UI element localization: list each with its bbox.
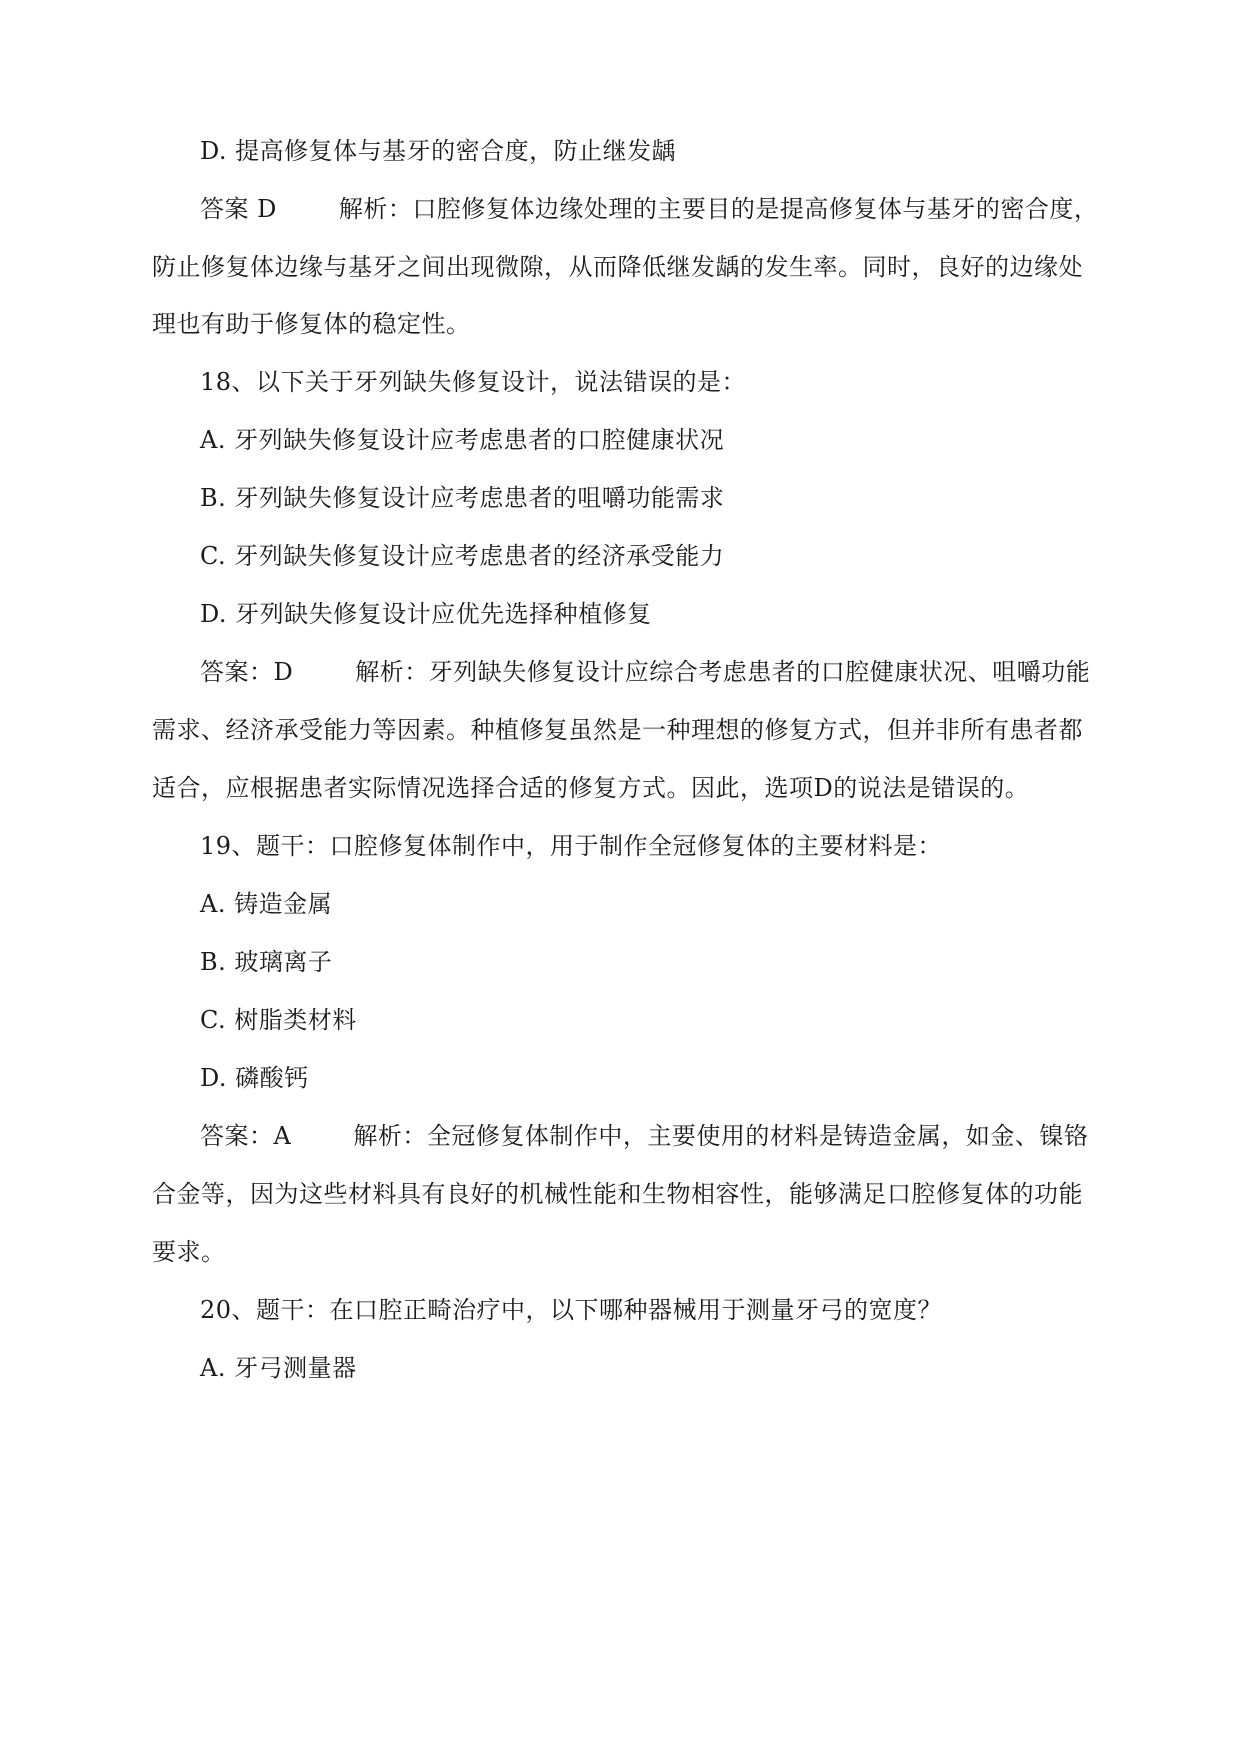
q19-answer-line [200,1121,1088,1151]
q18-option-d: D. 牙列缺失修复设计应优先选择种植修复 [200,600,652,628]
q19-explanation-line-2: 合金等，因为这些材料具有良好的机械性能和生物相容性，能够满足口腔修复体的功能 [152,1180,1083,1208]
q18-stem: 18、以下关于牙列缺失修复设计，说法错误的是： [200,368,747,396]
q19-option-c: C. 树脂类材料 [200,1006,357,1034]
q18-explanation-line-2: 需求、经济承受能力等因素。种植修复虽然是一种理想的修复方式，但并非所有患者都 [152,716,1083,744]
q18-answer-line [200,657,1090,687]
q17-explanation-line-1: 解析：口腔修复体边缘处理的主要目的是提高修复体与基牙的密合度， [338,195,1099,223]
q17-answer-label: 答案 D [200,195,277,223]
q18-option-c: C. 牙列缺失修复设计应考虑患者的经济承受能力 [200,542,725,570]
q19-explanation-line-3: 要求。 [152,1238,226,1266]
q18-option-a: A. 牙列缺失修复设计应考虑患者的口腔健康状况 [200,426,725,454]
q18-explanation-line-1: 解析：牙列缺失修复设计应综合考虑患者的口腔健康状况、咀嚼功能 [355,658,1091,686]
q18-option-b: B. 牙列缺失修复设计应考虑患者的咀嚼功能需求 [200,484,725,512]
q20-option-a: A. 牙弓测量器 [200,1354,357,1382]
q19-option-b: B. 玻璃离子 [200,948,333,976]
q19-stem: 19、题干：口腔修复体制作中，用于制作全冠修复体的主要材料是： [200,832,943,860]
q20-stem: 20、题干：在口腔正畸治疗中，以下哪种器械用于测量牙弓的宽度？ [200,1296,943,1324]
q18-answer-label: 答案：D [200,658,294,686]
q18-explanation-line-3: 适合，应根据患者实际情况选择合适的修复方式。因此，选项D的说法是错误的。 [152,774,1030,802]
q19-option-d: D. 磷酸钙 [200,1064,309,1092]
q17-explanation-line-3: 理也有助于修复体的稳定性。 [152,310,471,338]
q19-explanation-line-1: 解析：全冠修复体制作中，主要使用的材料是铸造金属，如金、镍铬 [353,1122,1089,1150]
q17-explanation-line-2: 防止修复体边缘与基牙之间出现微隙，从而降低继发龋的发生率。同时，良好的边缘处 [152,253,1083,281]
q17-option-d: D. 提高修复体与基牙的密合度，防止继发龋 [200,137,677,165]
q19-option-a: A. 铸造金属 [200,890,333,918]
q17-answer-line [200,194,1098,224]
q19-answer-label: 答案：A [200,1122,292,1150]
